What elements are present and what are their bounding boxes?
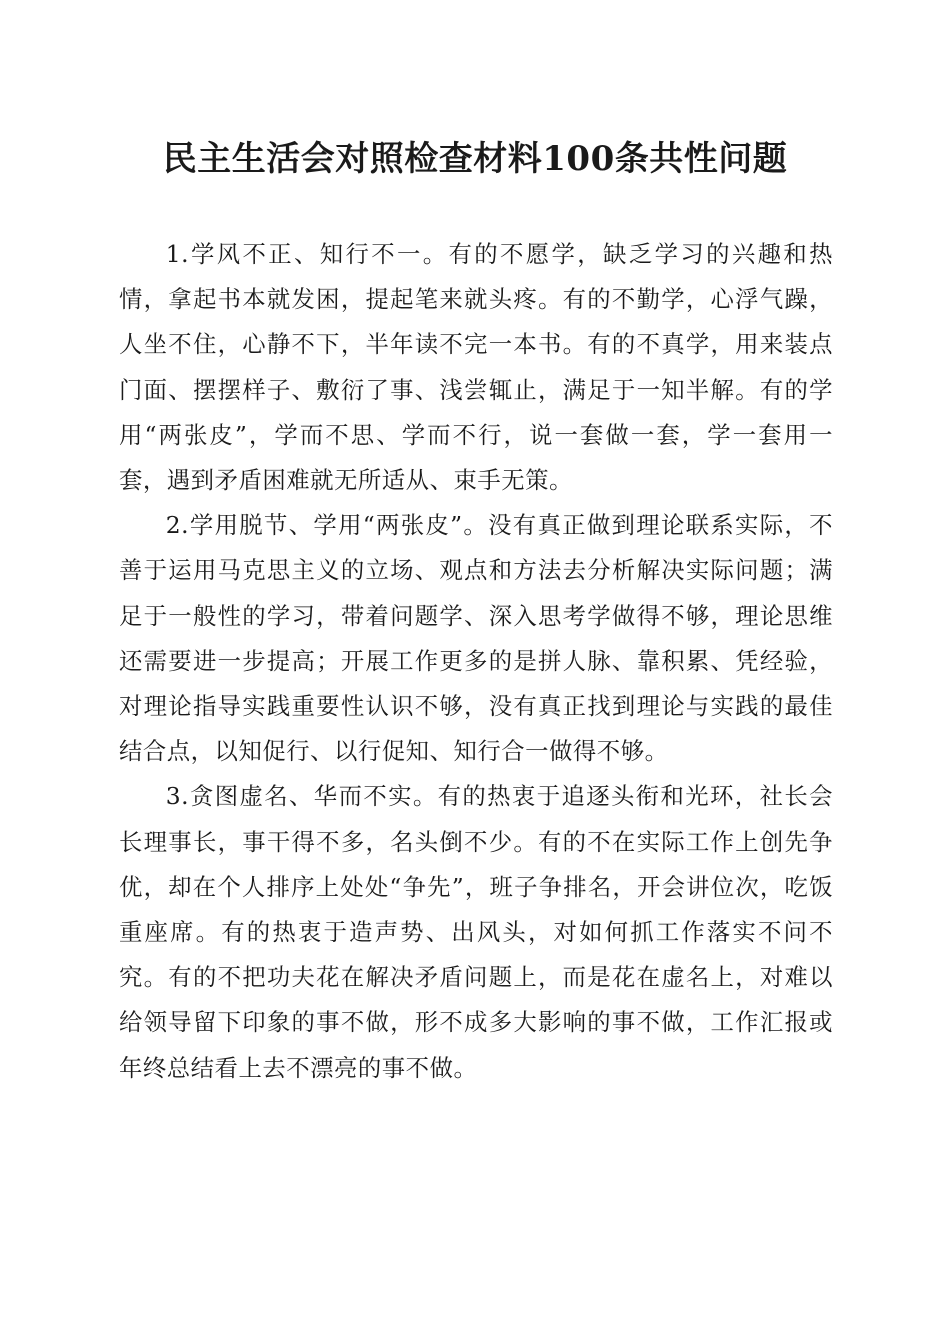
document-body bbox=[119, 232, 833, 1091]
paragraph-2: 2.学用脱节、学用“两张皮”。没有真正做到理论联系实际，不善于运用马克思主义的立场、观点和方法去分析解决实际问题；满足于一般性的学习，带着问题学、深入思考学做得不够，理论思维还需要进一步提高；开展工作更多的是拼人脉、靠积累、凭经验，对理论指导实践重要性认识不够，没有真正找到理论与实践的最佳结合点，以知促行、以行促知、知行合一做得不够。 bbox=[119, 511, 833, 766]
paragraph-1: 1.学风不正、知行不一。有的不愿学，缺乏学习的兴趣和热情，拿起书本就发困，提起笔来就头疼。有的不勤学，心浮气躁，人坐不住，心静不下，半年读不完一本书。有的不真学，用来装点门面、摆摆样子、敷衍了事、浅尝辄止，满足于一知半解。有的学用“两张皮”，学而不思、学而不行，说一套做一套，学一套用一套，遇到矛盾困难就无所适从、束手无策。 bbox=[119, 240, 833, 495]
paragraph-3: 3.贪图虚名、华而不实。有的热衷于追逐头衔和光环，社长会长理事长，事干得不多，名头倒不少。有的不在实际工作上创先争优，却在个人排序上处处“争先”，班子争排名，开会讲位次，吃饭重座席。有的热衷于造声势、出风头，对如何抓工作落实不问不究。有的不把功夫花在解决矛盾问题上，而是花在虚名上，对难以给领导留下印象的事不做，形不成多大影响的事不做，工作汇报或年终总结看上去不漂亮的事不做。 bbox=[119, 782, 833, 1082]
document-title: 民主生活会对照检查材料100条共性问题 bbox=[162, 139, 788, 179]
